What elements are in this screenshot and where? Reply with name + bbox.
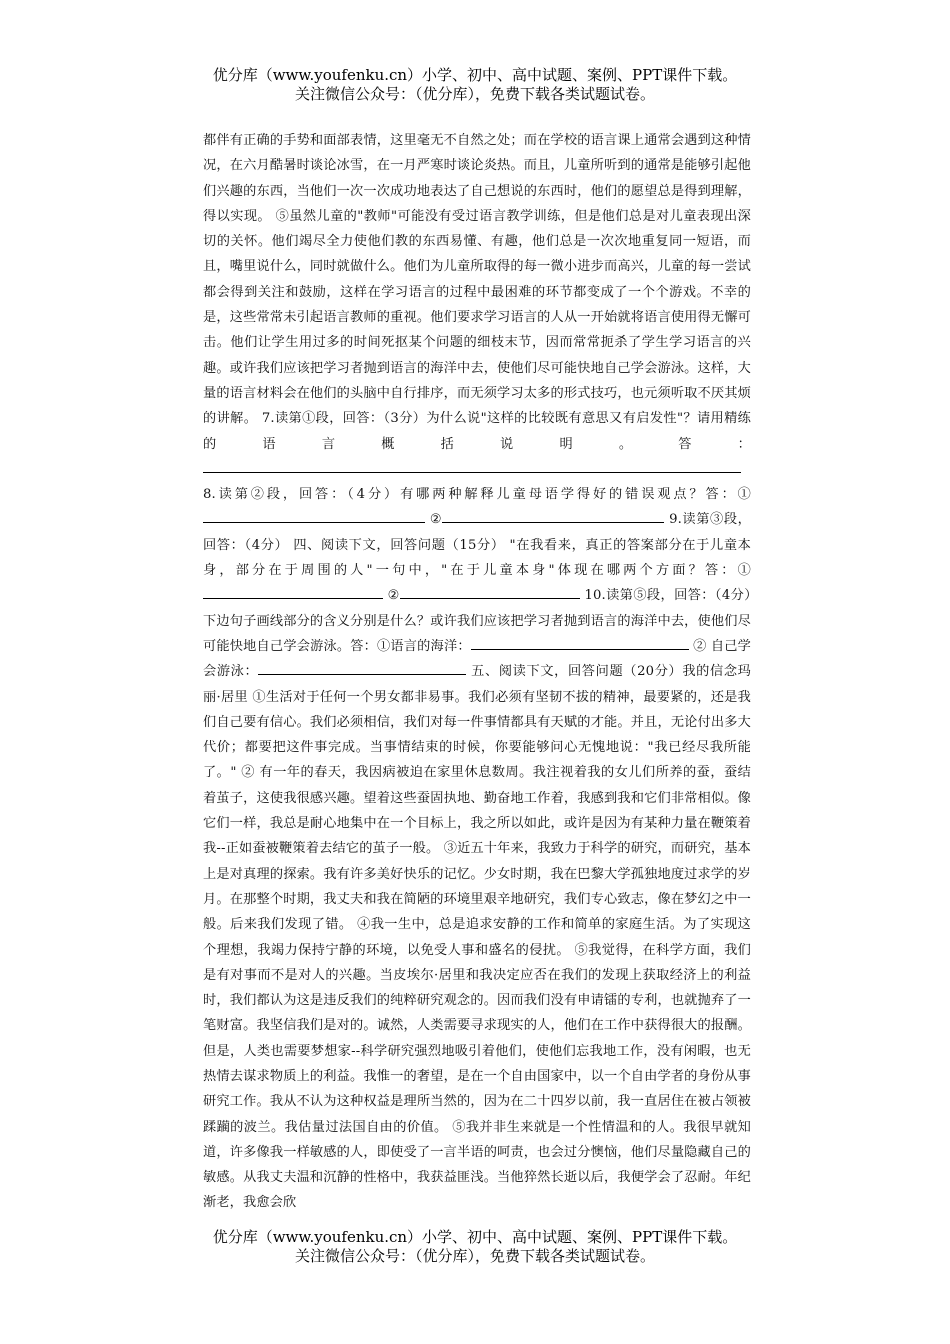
answer-blank-q9-2 [400, 583, 580, 599]
footer-line-2: 关注微信公众号：（优分库），免费下载各类试题试卷。 [294, 1247, 655, 1265]
answer-blank-q7-a [203, 457, 665, 473]
section-5-text: 五、阅读下文，回答问题（20分）我的信念玛丽·居里 ①生活对于任何一个男女都非易事。我们必须有坚韧不拔的精神，最要紧的，还是我们自己要有信心。我们必须相信，我们对每一件事情都具有天赋的才能。并且，无论付出多大代价；都要把这件事完成。当事情结束的时候，你要能够问心无愧地说："我已经尽我所能了。" ② 有一年的春天，我因病被迫在家里休息数周。我注视着我的女儿们所养的蚕，蚕结着茧子，这使我很感兴趣。望着这些蚕固执地、勤奋地工作着，我感到我和它们非常相似。像它们一样，我总是耐心地集中在一个目标上，我之所以如此，或许是因为有某种力量在鞭策着我--正如蚕被鞭策着去结它的茧子一般。 ③近五十年来，我致力于科学的研究，而研究，基本上是对真理的探索。我有许多美好快乐的记忆。少女时期，我在巴黎大学孤独地度过求学的岁月。在那整个时期，我丈夫和我在简陋的环境里艰辛地研究，我们专心致志，像在梦幻之中一般。后来我们发现了错。 ④我一生中，总是追求安静的工作和简单的家庭生活。为了实现这个理想，我竭力保持宁静的环境，以免受人事和盛名的侵扰。 ⑤我觉得，在科学方面，我们是有对事而不是对人的兴趣。当皮埃尔·居里和我决定应否在我们的发现上获取经济上的利益时，我们都认为这是违反我们的纯粹研究观念的。因而我们没有申请镭的专利，也就抛弃了一笔财富。我坚信我们是对的。诚然，人类需要寻求现实的人，他们在工作中获得很大的报酬。但是，人类也需要梦想家--科学研究强烈地吸引着他们，使他们忘我地工作，没有闲暇，也无热情去谋求物质上的利益。我惟一的奢望，是在一个自由国家中，以一个自由学者的身份从事研究工作。我从不认为这种权益是理所当然的，因为在二十四岁以前，我一直居住在被占领被蹂躏的波兰。我估量过法国自由的价值。 ⑤我并非生来就是一个性情温和的人。我很早就知道，许多像我一样敏感的人，即使受了一言半语的呵责，也会过分懊恼，他们尽量隐藏自己的敏感。从我丈夫温和沉静的性格中，我获益匪浅。当他猝然长逝以后，我便学会了忍耐。年纪渐老，我愈会欣 [203, 664, 752, 1211]
paragraph-1: 都伴有正确的手势和面部表情，这里毫无不自然之处；而在学校的语言课上通常会遇到这种情况，在六月酷暑时谈论冰雪，在一月严寒时谈论炎热。而且，儿童所听到的通常是能够引起他们兴趣的东西，当他们一次一次成功地表达了自己想说的东西时，他们的愿望总是得到理解，得以实现。 ⑤虽然儿童的"教师"可能没有受过语言教学训练，但是他们总是对儿童表现出深切的关怀。他们竭尽全力使他们教的东西易懂、有趣，他们总是一次次地重复同一短语，而且，嘴里说什么，同时就做什么。他们为儿童所取得的每一微小进步而高兴，儿童的每一尝试都会得到关注和鼓励，这样在学习语言的过程中最困难的环节都变成了一个个游戏。不幸的是，这些常常未引起语言教师的重视。他们要求学习语言的人从一开始就将语言使用得无懈可击。他们让学生用过多的时间死抠某个问题的细枝末节，因而常常扼杀了学生学习语言的兴趣。或许我们应该把学习者抛到语言的海洋中去，使他们尽可能快地自己学会游泳。这样，大量的语言材料会在他们的头脑中自行排序，而无须学习太多的形式技巧，也元须听取不厌其烦的讲解。 7.读第①段，回答：（3分）为什么说"这样的比较既有意思又有启发性"？请用精练的语言概括说明。答： [203, 133, 751, 452]
answer-blank-q8-2 [442, 507, 664, 523]
page-header [0, 66, 950, 104]
answer-blank-q8-1 [203, 507, 425, 523]
header-line-2: 关注微信公众号：（优分库），免费下载各类试题试卷。 [294, 85, 655, 103]
document-body [203, 128, 751, 1216]
question-8-part-2: ② [429, 512, 443, 528]
footer-line-1: 优分库（www.youfenku.cn）小学、初中、高中试题、案例、PPT课件下载。 [212, 1228, 738, 1246]
question-10-part-2: ② 自己学会游泳： [203, 638, 751, 680]
question-9-and-section-4: 9.读第③段，回答：（4分） 四、阅读下文，回答问题（15分） "在我看来，真正的答案部分在于儿童本身，部分在于周围的人"一句中，"在于儿童本身"体现在哪两个方面？答：① [203, 512, 751, 579]
header-line-1: 优分库（www.youfenku.cn）小学、初中、高中试题、案例、PPT课件下载。 [212, 66, 738, 84]
question-10: 10.读第⑤段，回答：（4分）下边句子画线部分的含义分别是什么？或许我们应该把学习者抛到语言的海洋中去，使他们尽可能快地自己学会游泳。答：①语言的海洋： [203, 588, 752, 654]
answer-blank-q10-1b [597, 634, 689, 650]
answer-blank-q10-1a [471, 634, 597, 650]
question-8: 8.读第②段，回答：（4分）有哪两种解释儿童母语学得好的错误观点？答：① [203, 487, 751, 503]
page-footer [0, 1228, 950, 1266]
answer-blank-q7-b [665, 457, 741, 473]
answer-blank-q9-1 [203, 583, 383, 599]
question-9-part-2: ② [387, 588, 400, 604]
answer-blank-q10-2 [258, 659, 466, 675]
